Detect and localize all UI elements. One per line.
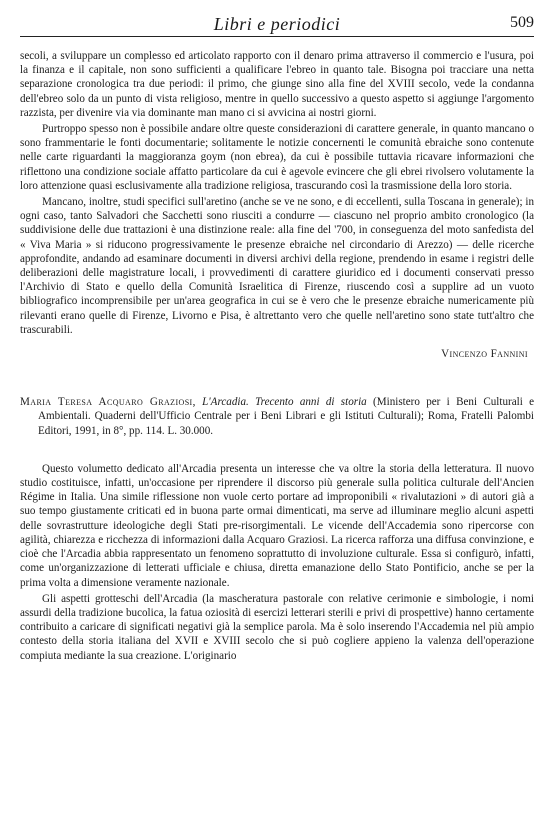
paragraph: Questo volumetto dedicato all'Arcadia presenta un interesse che va oltre la storia della letteratura. Il nuovo studio costituisce, infatti, un'occasione per riprendere il discorso più generale sulla politica culturale dell'Ancien Régime in Italia. Una simile riflessione non vuole certo portare ad improponibili « rivalutazioni » di autori già a suo tempo giustamente criticati ed in buona parte ormai dimenticati, ma serve ad illuminare meglio alcuni aspetti delle sovrastrutture ideologiche degli Stati pre-risorgimentali. Le vicende dell'Accademia sono ripercorse con agilità, chiarezza e ricchezza di informazioni dalla Acquaro Graziosi. La ricerca rafforza una diffusa convinzione, e cioè che l'Arcadia abbia rappresentato un fenomeno soprattutto di involuzione culturale. Essa si configurò, infatti, come un'organizzazione di letterati ufficiale e chiusa, diretta emanazione dello Stato Pontificio, anche se per la prima volta a dimensione veramente nazionale. xyxy=(20,462,534,589)
paragraph: Mancano, inoltre, studi specifici sull'aretino (anche se ve ne sono, e di eccellenti, sulla Toscana in generale); in ogni caso, tanto Salvadori che Sacchetti sono riusciti a condurre — ciascuno nel proprio ambito cronologico (la suddivisione delle due trattazioni è una distinzione reale: alla fine del '700, in conseguenza del moto sanfedista del « Viva Maria » si riducono progressivamente le presenze ebraiche nel circondario di Arezzo) — delle ricerche approfondite, andando ad esaminare documenti in diversi archivi della regione, prendendo in esame i registri delle deliberazioni delle magistrature locali, i provvedimenti di carattere giuridico ed i documenti conservati presso l'Archivio di Stato e quello della Comunità Israelitica di Firenze, riuscendo così a supplire ad un vuoto bibliografico incomprensibile per un'area geografica in cui se è vero che le presenze ebraiche numericamente più rilevanti erano quelle di Firenze, Livorno e Pisa, è altrettanto vero che quelle nell'aretino sono state tutt'altro che trascurabili. xyxy=(20,196,534,336)
running-header xyxy=(20,8,534,37)
review-2 xyxy=(20,462,534,663)
page xyxy=(20,8,534,663)
citation-details: (Ministero per i Beni Culturali e Ambientali. Quaderni dell'Ufficio Centrale per i Beni Librari e gli Istituti Culturali); Roma, Fratelli Palombi Editori, 1991, in 8°, pp. 114. L. 30.000. xyxy=(38,396,535,437)
paragraph: Purtroppo spesso non è possibile andare oltre queste considerazioni di carattere generale, in quanto mancano o sono frammentarie le fonti documentarie; solitamente le notizie concernenti le comunità ebraiche sono contenute nelle carte riguardanti la maggioranza goym (non ebrea), da cui è possibile tuttavia ricavare informazioni che riflettono una condizione sociale affatto particolare da cui è agevole evincere che gli ebrei rivolsero volutamente la loro attenzione quasi esclusivamente alla tradizione religiosa, trascurando così la trasmissione della loro storia. xyxy=(20,123,534,192)
paragraph: secoli, a sviluppare un complesso ed articolato rapporto con il denaro prima attraverso il commercio e l'usura, poi la finanza e il capitale, non sono sufficienti a qualificare l'ebreo in quanto tale. Bisogna poi tracciare una netta separazione cronologica tra due periodi: il primo, che giunge sino alla fine del XVIII secolo, vede la condanna dell'ebreo solo da un punto di vista religioso, mentre in quello successivo a questo aspetto si aggiunge l'argomento razzista, per divenire via via dominante man mano ci si avvicina ai nostri giorni. xyxy=(20,50,534,119)
citation-title: L'Arcadia. Trecento anni di storia xyxy=(202,396,367,409)
running-title: Libri e periodici xyxy=(213,14,341,34)
book-citation xyxy=(20,395,534,438)
reviewer-signature: Vincenzo Fannini xyxy=(441,348,528,361)
citation-author: Maria Teresa Acquaro Graziosi, xyxy=(20,396,196,409)
page-number: 509 xyxy=(510,14,534,31)
paragraph: Gli aspetti grotteschi dell'Arcadia (la mascheratura pastorale con relative cerimonie e simbologie, i nomi assurdi della tradizione bucolica, la fatua oziosità di esercizi letterari sterili e privi di prospettive) hanno certamente contribuito a caricare di significati negativi già la semplice parola. Ma è solo inserendo l'Accademia nel più ampio contesto della storia italiana del XVII e XVIII secolo che si può cogliere appieno la valenza dell'operazione compiuta mediante la sua creazione. L'originario xyxy=(20,592,534,662)
review-1 xyxy=(20,37,534,361)
